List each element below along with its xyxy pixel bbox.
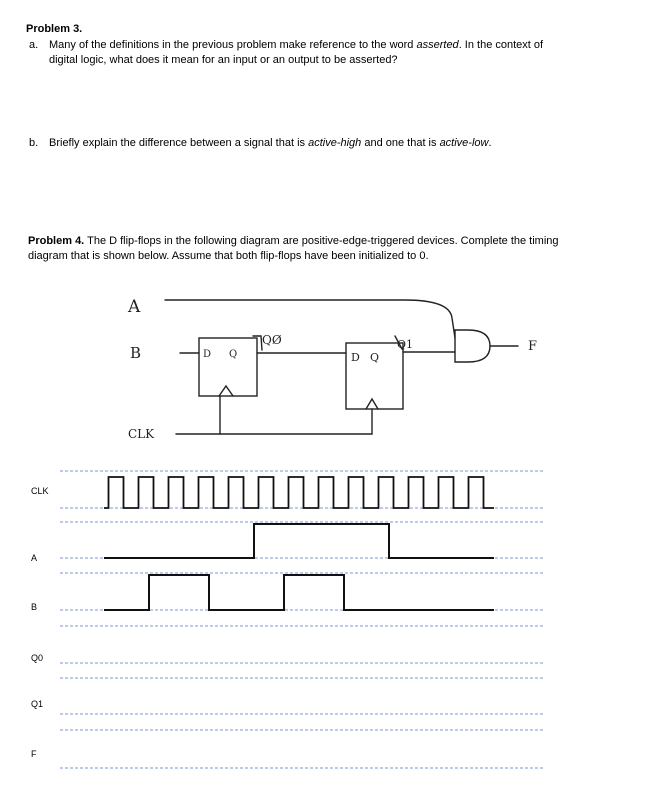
clk-waveform <box>104 477 494 508</box>
problem3b-question: Briefly explain the difference between a signal that is active-high and one that is active-low. <box>49 137 492 149</box>
ff0-pin-q: Q <box>229 349 238 360</box>
a-waveform <box>104 524 494 558</box>
problem4-title: Problem 4. <box>28 235 85 247</box>
ff1-pin-q: Q <box>370 351 380 364</box>
problem3-title: Problem 3. <box>26 23 83 35</box>
b-waveform <box>104 575 494 610</box>
problem3a-question-line2: digital logic, what does it mean for an input or an output to be asserted? <box>49 54 398 66</box>
circuit-label-f: F <box>528 339 538 354</box>
timing-label-b: B <box>31 602 38 612</box>
timing-label-q0: Q0 <box>31 653 44 663</box>
timing-label-a: A <box>31 553 38 563</box>
circuit-label-q1: Q1 <box>397 338 414 351</box>
problem4-text-line2: diagram that is shown below. Assume that both flip-flops have been initialized to 0. <box>28 250 429 262</box>
timing-label-f: F <box>31 749 37 759</box>
problem3a-question-line1: Many of the definitions in the previous problem make reference to the word asserted. In the context of <box>49 39 544 51</box>
problem3b-marker: b. <box>29 137 39 149</box>
ff0-pin-d: D <box>203 349 212 360</box>
ff1-pin-d: D <box>351 351 360 364</box>
timing-label-q1: Q1 <box>31 699 44 709</box>
timing-label-clk: CLK <box>31 486 49 496</box>
circuit-label-q0: QØ <box>262 333 282 347</box>
problem3a-marker: a. <box>29 39 39 51</box>
circuit-label-a: A <box>128 297 141 317</box>
circuit-label-clk: CLK <box>128 427 155 441</box>
circuit-label-b: B <box>130 344 142 362</box>
problem4-text-line1: Problem 4. The D flip-flops in the following diagram are positive-edge-triggered devices. Complete the timing <box>28 235 559 247</box>
